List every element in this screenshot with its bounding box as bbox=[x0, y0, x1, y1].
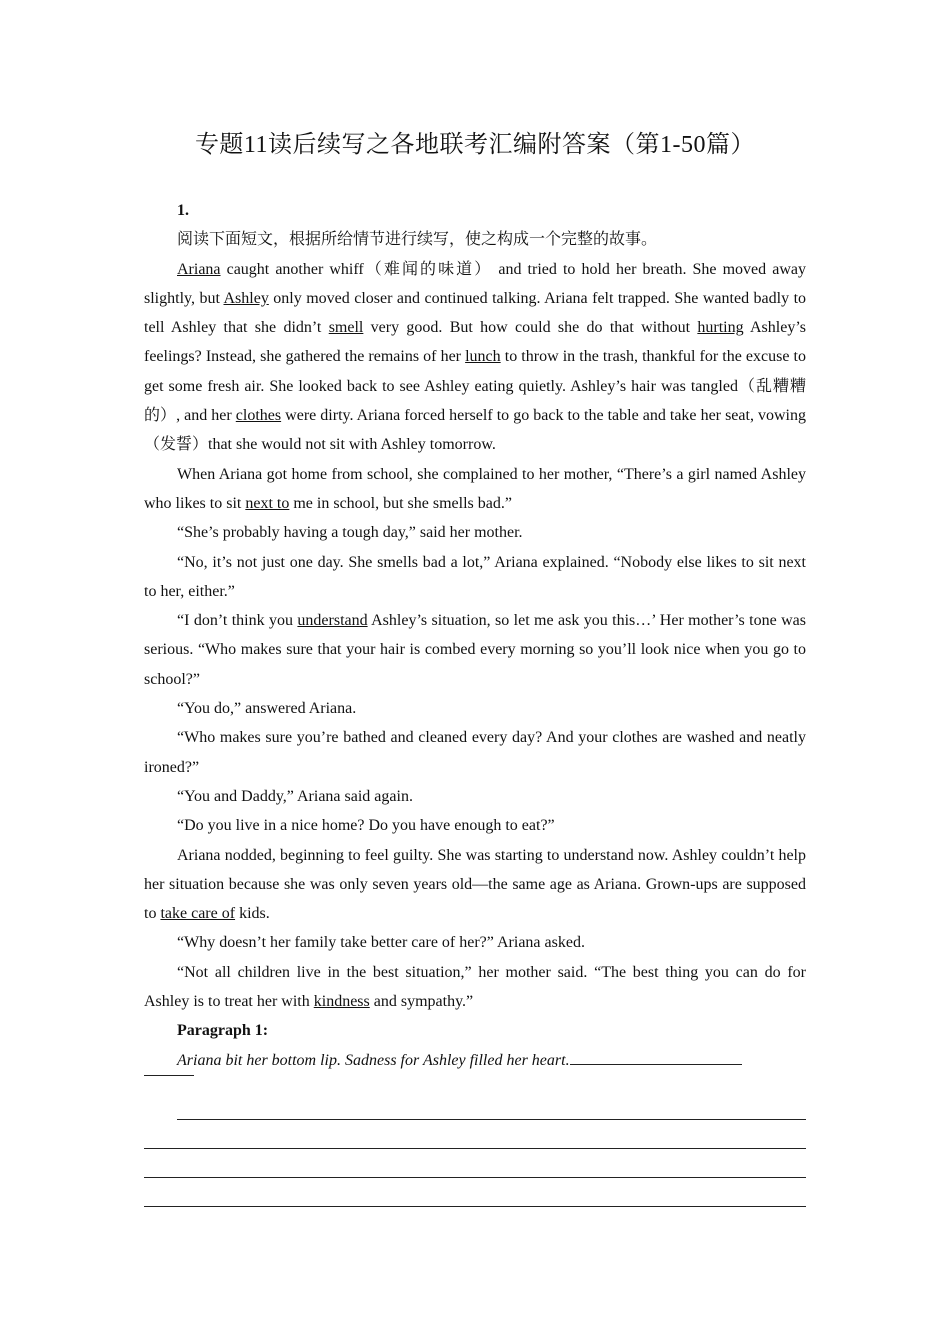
underlined-word: understand bbox=[297, 612, 368, 630]
passage-paragraph-5 bbox=[144, 606, 806, 694]
passage-text: When Ariana got home from school, she complained to her mother, “There’s a girl named Ashley who likes to sit bbox=[144, 465, 806, 512]
underlined-word: smell bbox=[328, 319, 364, 337]
passage-paragraph-9: “Do you live in a nice home? Do you have enough to eat?” bbox=[177, 817, 555, 835]
answer-line[interactable] bbox=[144, 1149, 806, 1178]
underlined-word: hurting bbox=[697, 319, 744, 337]
underlined-word: next to bbox=[245, 494, 290, 512]
passage-paragraph-8: “You and Daddy,” Ariana said again. bbox=[177, 787, 413, 805]
passage-paragraph-3: “She’s probably having a tough day,” said her mother. bbox=[177, 524, 523, 542]
passage-text: “Not all children live in the best situation,” her mother said. “The best thing you can do for Ashley is to treat her with bbox=[144, 963, 806, 1011]
underlined-word: kindness bbox=[313, 993, 370, 1011]
answer-line[interactable] bbox=[144, 1178, 806, 1207]
page-title: 专题11读后续写之各地联考汇编附答案（第1-50篇） bbox=[194, 132, 756, 158]
passage-text: were dirty. Ariana forced herself to go back to the table and take her seat, vowing（发誓）that she would not sit with Ashley tomorrow. bbox=[144, 407, 806, 454]
passage-paragraph-12 bbox=[144, 958, 806, 1017]
passage-paragraph-11: “Why doesn’t her family take better care of her?” Ariana asked. bbox=[177, 934, 585, 952]
underlined-word: Ashley bbox=[223, 289, 269, 307]
passage-text: only moved closer and continued talking. Ariana felt trapped. She wanted badly to tell Ashley that she didn’t bbox=[144, 289, 807, 337]
passage-text: very good. But how could she do that without bbox=[363, 319, 698, 337]
passage-text: me in school, but she smells bad.” bbox=[289, 494, 512, 512]
prompt-text: Ariana bit her bottom lip. Sadness for Ashley filled her heart. bbox=[177, 1051, 570, 1069]
passage-text: Ashley’s situation, so let me ask you this…’ Her mother’s tone was serious. “Who makes sure that your hair is combed every morning so you’ll look nice when you go to school?” bbox=[144, 612, 806, 688]
paragraph-prompt bbox=[144, 1046, 806, 1075]
passage-text: kids. bbox=[235, 905, 270, 923]
instruction-text: 阅读下面短文，根据所给情节进行续写，使之构成一个完整的故事。 bbox=[177, 231, 658, 249]
passage-text: to throw in the trash, thankful for the excuse to get some fresh air. She looked back to see Ashley eating quietly. Ashley’s hair was tangled（乱糟糟的）, and her bbox=[144, 348, 807, 425]
underlined-word: take care of bbox=[160, 905, 236, 923]
document-body bbox=[144, 196, 806, 1207]
underlined-word: lunch bbox=[465, 348, 501, 366]
answer-blank[interactable] bbox=[570, 1048, 742, 1065]
answer-line[interactable] bbox=[144, 1120, 806, 1149]
passage-paragraph-10 bbox=[144, 841, 806, 929]
paragraph-label: Paragraph 1: bbox=[177, 1022, 269, 1040]
passage-text: caught another whiff（难闻的味道） and tried to hold her breath. She moved away slightly, but bbox=[144, 260, 806, 307]
underlined-word: Ariana bbox=[177, 260, 221, 278]
question-number: 1. bbox=[177, 202, 189, 219]
passage-paragraph-4: “No, it’s not just one day. She smells bad a lot,” Ariana explained. “Nobody else likes to sit next to her, either.” bbox=[144, 553, 806, 600]
passage-text: Ariana nodded, beginning to feel guilty. She was starting to understand now. Ashley couldn’t help her situation because she was only seven years old—the same age as Ariana. Grown-ups are supposed to bbox=[144, 846, 806, 923]
passage-paragraph-2 bbox=[144, 460, 806, 519]
underlined-word: clothes bbox=[235, 407, 282, 425]
passage-text: “I don’t think you bbox=[177, 612, 298, 630]
passage-paragraph-7: “Who makes sure you’re bathed and cleaned every day? And your clothes are washed and neatly ironed?” bbox=[144, 729, 806, 776]
passage-text: and sympathy.” bbox=[369, 993, 474, 1011]
passage-text: Ashley’s feelings? Instead, she gathered the remains of her bbox=[144, 319, 807, 366]
answer-line[interactable] bbox=[177, 1076, 806, 1120]
passage-paragraph-6: “You do,” answered Ariana. bbox=[177, 700, 357, 718]
passage-paragraph-1 bbox=[144, 255, 806, 460]
answer-lines bbox=[144, 1069, 806, 1207]
